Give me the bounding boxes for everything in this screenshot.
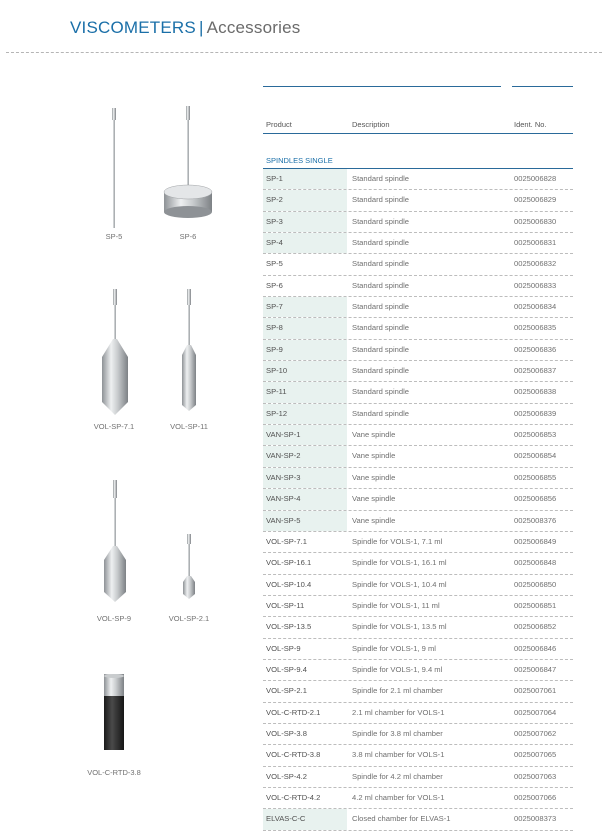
- description-cell: Spindle for VOLS-1, 7.1 ml: [352, 536, 443, 546]
- description-cell: Closed chamber for ELVAS-1: [352, 814, 451, 824]
- product-cell: VOL-SP-3.8: [266, 728, 307, 738]
- ident-cell: 0025008376: [514, 515, 557, 525]
- table-row: [263, 468, 573, 489]
- table-row: [263, 404, 573, 425]
- table-row: [263, 212, 573, 233]
- table-row: [263, 511, 573, 532]
- product-cell: SP-4: [263, 233, 347, 253]
- image-label: VOL-SP-2.1: [168, 614, 210, 623]
- description-cell: Standard spindle: [352, 408, 409, 418]
- product-cell: VOL-SP-4.2: [266, 771, 307, 781]
- ident-cell: 0025007063: [514, 771, 557, 781]
- header-brand: VISCOMETERS: [70, 18, 196, 37]
- table-row: [263, 745, 573, 766]
- table-header: [263, 114, 573, 134]
- table-row: [263, 190, 573, 211]
- description-cell: 2.1 ml chamber for VOLS-1: [352, 707, 445, 717]
- description-cell: 4.2 ml chamber for VOLS-1: [352, 792, 445, 802]
- table-top-rule: [263, 86, 501, 87]
- ident-cell: 0025006853: [514, 430, 557, 440]
- ident-cell: 0025006849: [514, 536, 557, 546]
- table-row: [263, 233, 573, 254]
- product-cell: VAN-SP-4: [263, 489, 347, 509]
- header-section: Accessories: [206, 18, 301, 37]
- table-row: [263, 553, 573, 574]
- product-cell: SP-11: [263, 382, 347, 402]
- description-cell: Spindle for VOLS-1, 10.4 ml: [352, 579, 447, 589]
- ident-cell: 0025006848: [514, 558, 557, 568]
- ident-cell: 0025006835: [514, 323, 557, 333]
- product-cell: VOL-C-RTD-2.1: [266, 707, 321, 717]
- description-cell: Spindle for VOLS-1, 13.5 ml: [352, 622, 447, 632]
- table-row: [263, 489, 573, 510]
- cylinder-spindle-icon: [179, 289, 199, 413]
- description-cell: Standard spindle: [352, 238, 409, 248]
- product-cell: SP-7: [263, 297, 347, 317]
- description-cell: Spindle for VOLS-1, 11 ml: [352, 600, 440, 610]
- description-cell: Standard spindle: [352, 174, 409, 183]
- product-cell: VOL-C-RTD-4.2: [266, 792, 321, 802]
- product-cell: SP-12: [263, 404, 347, 424]
- table-row: [263, 596, 573, 617]
- table-row: [263, 703, 573, 724]
- product-cell: SP-1: [263, 169, 347, 189]
- image-label: VOL-SP-7.1: [93, 422, 135, 431]
- small-spindle-icon: [180, 534, 198, 600]
- description-cell: Standard spindle: [352, 216, 409, 226]
- description-cell: Vane spindle: [352, 515, 396, 525]
- ident-cell: 0025006852: [514, 622, 557, 632]
- description-cell: Standard spindle: [352, 302, 409, 312]
- product-cell: VOL-SP-9: [266, 643, 301, 653]
- description-cell: Spindle for VOLS-1, 9.4 ml: [352, 664, 443, 674]
- description-cell: Standard spindle: [352, 366, 409, 376]
- description-cell: Standard spindle: [352, 259, 409, 269]
- description-cell: Standard spindle: [352, 323, 409, 333]
- ident-cell: 0025007061: [514, 686, 557, 696]
- description-cell: Standard spindle: [352, 344, 409, 354]
- ident-cell: 0025006856: [514, 494, 557, 504]
- image-label: SP-5: [105, 232, 123, 241]
- description-cell: Spindle for 4.2 ml chamber: [352, 771, 443, 781]
- table-row: [263, 639, 573, 660]
- product-cell: SP-3: [263, 212, 347, 232]
- description-cell: Standard spindle: [352, 387, 409, 397]
- group-title-text: SPINDLES SINGLE: [266, 156, 333, 165]
- image-label: VOL-C-RTD-3.8: [87, 768, 141, 777]
- product-cell: VOL-SP-13.5: [266, 622, 312, 632]
- product-cell: SP-8: [263, 318, 347, 338]
- ident-cell: 0025007062: [514, 728, 557, 738]
- table-row: [263, 446, 573, 467]
- ident-cell: 0025006830: [514, 216, 557, 226]
- product-cell: SP-9: [263, 340, 347, 360]
- description-cell: Spindle for VOLS-1, 16.1 ml: [352, 558, 447, 568]
- ident-cell: 0025006839: [514, 408, 557, 418]
- ident-cell: 0025006829: [514, 195, 557, 205]
- table-row: [263, 276, 573, 297]
- table-row: [263, 297, 573, 318]
- product-cell: VAN-SP-1: [263, 425, 347, 445]
- ident-cell: 0025006836: [514, 344, 557, 354]
- description-cell: Standard spindle: [352, 195, 409, 205]
- product-cell: VOL-SP-10.4: [266, 579, 312, 589]
- table-row: [263, 681, 573, 702]
- table-row: [263, 340, 573, 361]
- table-row: [263, 382, 573, 403]
- product-cell: VAN-SP-2: [263, 446, 347, 466]
- product-cell: VAN-SP-3: [263, 468, 347, 488]
- ident-cell: 0025006854: [514, 451, 557, 461]
- ident-cell: 0025006846: [514, 643, 557, 653]
- header-separator: |: [198, 18, 204, 37]
- ident-cell: 0025006838: [514, 387, 557, 397]
- product-cell: SP-2: [263, 190, 347, 210]
- product-cell: VOL-SP-9.4: [266, 664, 307, 674]
- description-cell: Spindle for 2.1 ml chamber: [352, 686, 443, 696]
- image-label: SP-6: [179, 232, 197, 241]
- ident-cell: 0025006855: [514, 472, 557, 482]
- table-top-rule: [512, 86, 573, 87]
- cone-spindle-icon: [100, 480, 130, 604]
- ident-cell: 0025006834: [514, 302, 557, 312]
- ident-cell: 0025008373: [514, 814, 557, 824]
- description-cell: Vane spindle: [352, 472, 396, 482]
- thin-spindle-icon: [104, 108, 124, 230]
- ident-cell: 0025007065: [514, 750, 557, 760]
- product-cell: ELVAS-C-C: [263, 809, 347, 829]
- ident-cell: 0025006850: [514, 579, 557, 589]
- table-row: [263, 724, 573, 745]
- chamber-icon: [102, 674, 126, 752]
- product-cell: VOL-SP-2.1: [266, 686, 307, 696]
- product-cell: VOL-C-RTD-3.8: [266, 750, 321, 760]
- group-title: [263, 152, 573, 169]
- table-row: [263, 254, 573, 275]
- table-row: [263, 767, 573, 788]
- image-column: [0, 0, 250, 839]
- table-row: [263, 532, 573, 553]
- header-ident: Ident. No.: [514, 120, 547, 129]
- image-label: VOL-SP-11: [170, 422, 208, 431]
- product-cell: SP-6: [266, 280, 283, 290]
- header-description: Description: [352, 120, 390, 129]
- description-cell: Vane spindle: [352, 451, 396, 461]
- ident-cell: 0025006833: [514, 280, 557, 290]
- table-row: [263, 425, 573, 446]
- table-row: [263, 318, 573, 339]
- description-cell: Vane spindle: [352, 430, 396, 440]
- ident-cell: 0025006851: [514, 600, 557, 610]
- product-cell: VAN-SP-5: [263, 511, 347, 531]
- description-cell: Spindle for 3.8 ml chamber: [352, 728, 443, 738]
- product-cell: VOL-SP-16.1: [266, 558, 312, 568]
- description-cell: Spindle for VOLS-1, 9 ml: [352, 643, 436, 653]
- ident-cell: 0025006828: [514, 174, 557, 183]
- ident-cell: 0025007066: [514, 792, 557, 802]
- header-product: Product: [266, 120, 292, 129]
- ident-cell: 0025006847: [514, 664, 557, 674]
- product-cell: VOL-SP-7.1: [266, 536, 307, 546]
- product-cell: SP-10: [263, 361, 347, 381]
- table-row: [263, 361, 573, 382]
- table-body: [263, 169, 573, 831]
- table-row: [263, 617, 573, 638]
- table-row: [263, 809, 573, 830]
- table-row: [263, 575, 573, 596]
- description-cell: 3.8 ml chamber for VOLS-1: [352, 750, 445, 760]
- cone-spindle-large-icon: [100, 289, 130, 419]
- image-label: VOL-SP-9: [96, 614, 132, 623]
- disc-spindle-icon: [160, 106, 216, 218]
- ident-cell: 0025006837: [514, 366, 557, 376]
- ident-cell: 0025007064: [514, 707, 557, 717]
- table-row: [263, 169, 573, 190]
- table-row: [263, 660, 573, 681]
- table-row: [263, 788, 573, 809]
- product-cell: VOL-SP-11: [266, 600, 305, 610]
- product-table: [263, 114, 573, 831]
- ident-cell: 0025006831: [514, 238, 557, 248]
- product-cell: SP-5: [266, 259, 283, 269]
- description-cell: Vane spindle: [352, 494, 396, 504]
- ident-cell: 0025006832: [514, 259, 557, 269]
- description-cell: Standard spindle: [352, 280, 409, 290]
